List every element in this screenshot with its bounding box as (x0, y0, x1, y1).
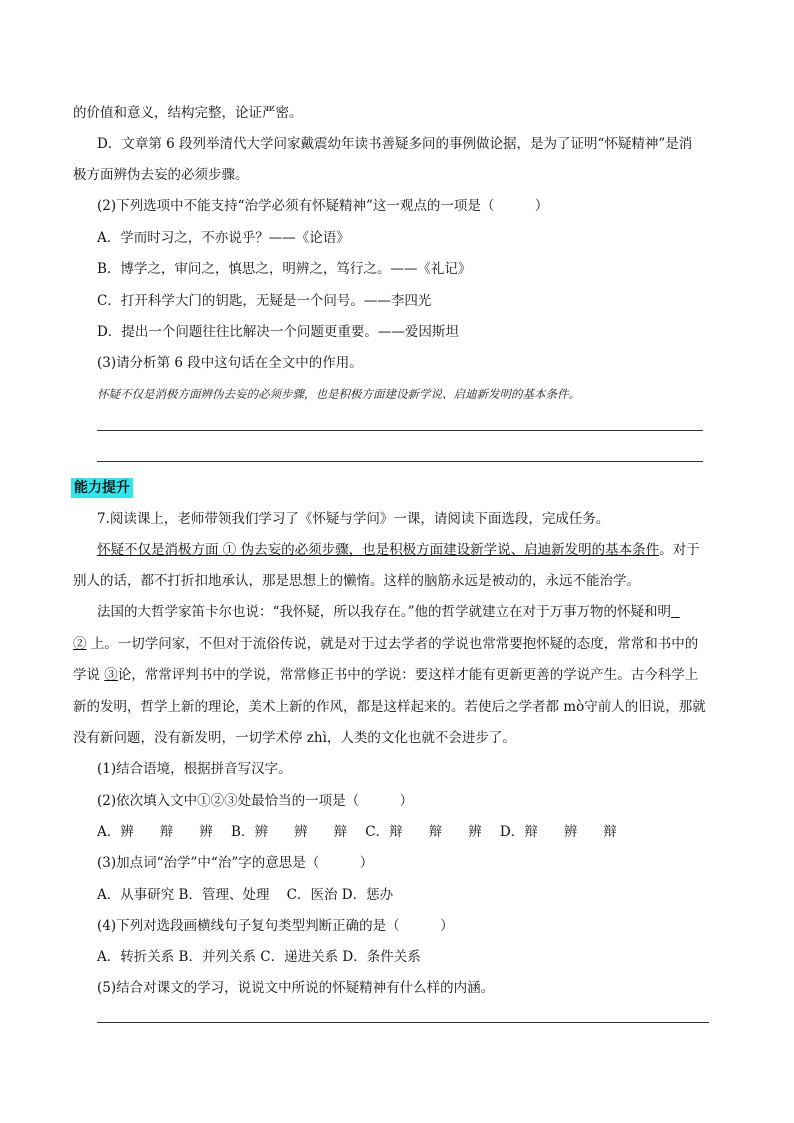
underlined-sentence: 伪去妄的必须步骤，也是积极方面建设新学说、启迪新发明的基本条件 (240, 542, 660, 558)
blank-marker-3: ③ (104, 667, 118, 683)
option-d: D．惩办 (341, 887, 394, 903)
sub-question-4-options (97, 947, 421, 967)
text-span: 。对于 (659, 542, 700, 558)
passage-line: 没有新问题，没有新发明，一切学术停 zhì，人类的文化也就不会进步了。 (73, 730, 516, 746)
blank-marker-2: ② (73, 636, 87, 652)
option-b-1: B．辨 (231, 824, 268, 840)
option-b-2: 辨 (293, 824, 308, 840)
sub-question-1: (1)结合语境，根据拼音写汉字。 (97, 761, 292, 777)
passage-line: 新的发明，哲学上新的理论，美术上新的作风，都是这样起来的。若使后之学者都 mò守前人的旧说，那就 (73, 699, 706, 715)
question-2-option-a: A．学而时习之，不亦说乎？——《论语》 (97, 230, 350, 246)
option-c-3: 辨 (468, 824, 482, 840)
sub-question-2: (2)依次填入文中①②③处最恰当的一项是（ ） (97, 793, 414, 809)
option-d-line: D．文章第 6 段列举清代大学问家戴震幼年读书善疑多问的事例做论据，是为了证明“怀疑精神”是消 (97, 136, 693, 152)
blank-marker-1: ① (222, 542, 237, 558)
option-c-2: 辩 (428, 824, 443, 840)
text-span: 法国的大哲学家笛卡尔也说：“我怀疑，所以我存在。”他的哲学就建立在对于万事万物的怀疑和明 (97, 604, 672, 620)
option-b: B．管理、处理 (178, 887, 270, 903)
text-line: 的价值和意义，结构完整，论证严密。 (73, 105, 303, 121)
passage-line (97, 602, 680, 622)
option-d-1: D．辩 (499, 824, 538, 840)
question-2-option-c: C．打开科学大门的钥匙，无疑是一个问号。——李四光 (97, 293, 432, 309)
question-2-option-b: B．博学之，审问之，慎思之，明辨之，笃行之。——《礼记》 (97, 261, 472, 277)
option-c-1: C．辩 (365, 824, 403, 840)
option-d-2: 辨 (563, 824, 578, 840)
text-span: 学说 (73, 667, 100, 683)
sub-question-4: (4)下列对选段画横线句子复句类型判断正确的是（ ） (97, 918, 454, 934)
option-a-2: 辩 (159, 824, 174, 840)
blank-fill (671, 604, 680, 620)
answer-line (97, 430, 703, 431)
option-d-line-2: 极方面辨伪去妄的必须步骤。 (73, 167, 249, 183)
sub-question-2-options (97, 822, 617, 842)
answer-line (97, 461, 703, 462)
option-c: C．医治 (286, 887, 338, 903)
question-2-option-d: D．提出一个问题往往比解决一个问题更重要。——爱因斯坦 (97, 324, 459, 340)
question-3-stem: (3)请分析第 6 段中这句话在全文中的作用。 (97, 355, 363, 371)
option-a-1: A．辨 (97, 824, 134, 840)
text-span: 论，常常评判书中的学说，常常修正书中的学说：要这样才能有更新更善的学说产生。古今科学上 (117, 667, 699, 683)
passage-line (73, 634, 698, 654)
option-b-3: 辩 (333, 824, 347, 840)
option-d-3: 辩 (603, 824, 617, 840)
passage-line: 别人的话，都不打折扣地承认，那是思想上的懒惰。这样的脑筋永远是被动的，永远不能治学。 (73, 573, 640, 589)
question-7-intro: 7.阅读课上，老师带领我们学习了《怀疑与学问》一课，请阅读下面选段，完成任务。 (97, 511, 610, 527)
underlined-sentence: 怀疑不仅是消极方面 (97, 542, 219, 558)
answer-line (97, 1022, 709, 1023)
question-2-stem: (2)下列选项中不能支持“治学必须有怀疑精神”这一观点的一项是（ ） (97, 198, 549, 214)
handwritten-answer: 怀疑不仅是消极方面辨伪去妄的必须步骤，也是积极方面建设新学说、启迪新发明的基本条件。 (97, 387, 580, 401)
option-a-3: 辨 (199, 824, 213, 840)
text-span: 上。一切学问家，不但对于流俗传说，就是对于过去学者的学说也常常要抱怀疑的态度，常常和书中的 (90, 636, 699, 652)
option-c: C．递进关系 (260, 949, 339, 965)
passage-line (73, 665, 698, 685)
option-b: B．并列关系 (178, 949, 256, 965)
sub-question-3-options (97, 885, 393, 905)
option-a: A．转折关系 (97, 949, 175, 965)
section-badge: 能力提升 (71, 478, 133, 498)
passage-line (97, 540, 700, 560)
sub-question-5: (5)结合对课文的学习，说说文中所说的怀疑精神有什么样的内涵。 (97, 980, 495, 996)
option-a: A．从事研究 (97, 887, 175, 903)
option-d: D．条件关系 (342, 949, 421, 965)
sub-question-3: (3)加点词“治学”中“治”字的意思是（ ） (97, 855, 374, 871)
